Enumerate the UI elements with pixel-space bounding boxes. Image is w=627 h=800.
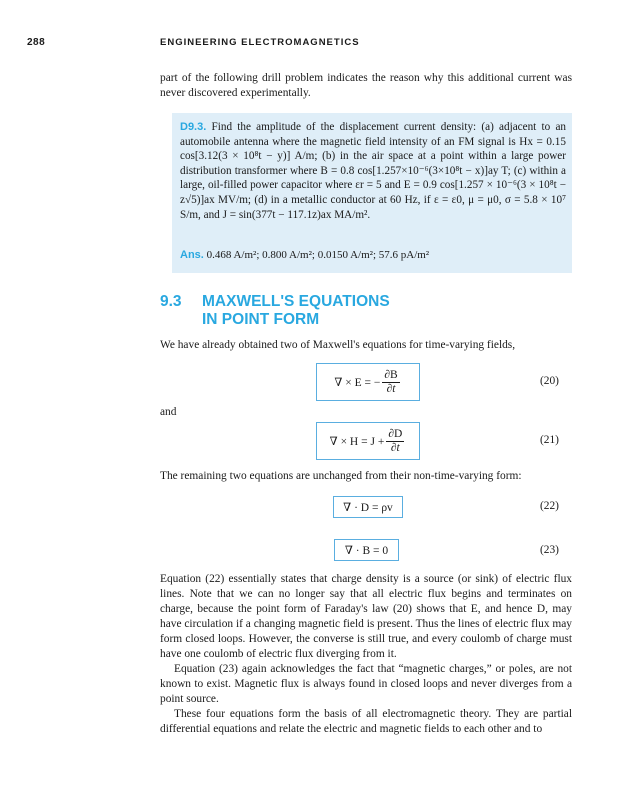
running-head: ENGINEERING ELECTROMAGNETICS bbox=[160, 37, 360, 48]
equation-20-fraction bbox=[382, 369, 399, 396]
para-non-time-varying bbox=[160, 469, 572, 484]
equation-20-number: (20) bbox=[540, 375, 559, 387]
answer-label: Ans. bbox=[180, 249, 204, 261]
page-number: 288 bbox=[27, 37, 46, 48]
para2-text: The remaining two equations are unchanged from their non-time-varying form: bbox=[160, 470, 522, 482]
equation-21-fraction bbox=[386, 428, 404, 455]
section-title-line1: MAXWELL'S EQUATIONS bbox=[202, 293, 390, 310]
drill-problem-box bbox=[172, 113, 572, 273]
body-paragraph-1: Equation (22) essentially states that charge density is a source (or sink) of electric flux lines. Note that we can no longer say that all electric flux begins and terminates on charge, because the point form of Faraday's law (20) shows that E, and hence D, may have circulation if a changing magnetic field is present. Thus the lines of electric flux may form closed loops. However, the converse is still true, and every coulomb of charge must have one coulomb of electric flux diverging from it. bbox=[160, 573, 572, 660]
answer-text: 0.468 A/m²; 0.800 A/m²; 0.0150 A/m²; 57.6 pA/m² bbox=[206, 249, 430, 261]
equation-22-expr: ∇ · D = ρv bbox=[343, 502, 393, 514]
body-text bbox=[160, 572, 572, 737]
drill-problem-text bbox=[180, 120, 566, 222]
and-text: and bbox=[160, 406, 177, 418]
section-number: 9.3 bbox=[160, 293, 182, 310]
equation-21-number: (21) bbox=[540, 434, 559, 446]
body-paragraph-2: Equation (23) again acknowledges the fact that “magnetic charges,” or poles, are not known to exist. Magnetic flux is always found in closed loops and never diverges from a point source. bbox=[160, 663, 572, 705]
and-connector bbox=[160, 405, 572, 420]
body-paragraph-3: These four equations form the basis of all electromagnetic theory. They are partial differential equations and relate the electric and magnetic fields to each other and to bbox=[160, 708, 572, 735]
equation-20-numerator: ∂B bbox=[384, 368, 398, 381]
equation-20-box bbox=[316, 363, 420, 401]
equation-23-number: (23) bbox=[540, 544, 559, 556]
equation-21-denominator: ∂t bbox=[390, 441, 400, 454]
para-time-varying bbox=[160, 338, 572, 353]
drill-answer bbox=[180, 249, 566, 261]
equation-20-denominator: ∂t bbox=[386, 382, 396, 395]
equation-22-box bbox=[333, 496, 403, 518]
equation-23-box bbox=[334, 539, 399, 561]
equation-21-box bbox=[316, 422, 420, 460]
equation-20-lhs: ∇ × E = − bbox=[334, 377, 381, 389]
intro-text: part of the following drill problem indicates the reason why this additional current was never discovered experimentally. bbox=[160, 72, 572, 99]
intro-paragraph bbox=[160, 71, 572, 101]
equation-22-number: (22) bbox=[540, 500, 559, 512]
equation-23-expr: ∇ · B = 0 bbox=[344, 545, 389, 557]
section-heading bbox=[160, 293, 390, 329]
drill-label: D9.3. bbox=[180, 121, 207, 133]
equation-21-numerator: ∂D bbox=[388, 427, 403, 440]
drill-question: Find the amplitude of the displacement current density: (a) adjacent to an automobile antenna where the magnetic field intensity of an FM signal is Hx = 0.15 cos[3.12(3 × 10⁸t − y)] A/m; (b) in the air space at a point within a large power distribution transformer where B = 0.8 cos[1.257×10⁻⁶(3×10⁸t − x)]ay T; (c) within a large, oil-filled power capacitor where εr = 5 and E = 0.9 cos[1.257 × 10⁻⁶(3 × 10⁸t − z√5)]ax MV/m; (d) in a metallic conductor at 60 Hz, if ε = ε0, μ = μ0, σ = 5.8 × 10⁷ S/m, and J = sin(377t − 117.1z)ax MA/m². bbox=[180, 121, 567, 221]
equation-21-lhs: ∇ × H = J + bbox=[329, 436, 385, 448]
section-title-line2: IN POINT FORM bbox=[202, 311, 320, 328]
para1-text: We have already obtained two of Maxwell's equations for time-varying fields, bbox=[160, 339, 516, 351]
